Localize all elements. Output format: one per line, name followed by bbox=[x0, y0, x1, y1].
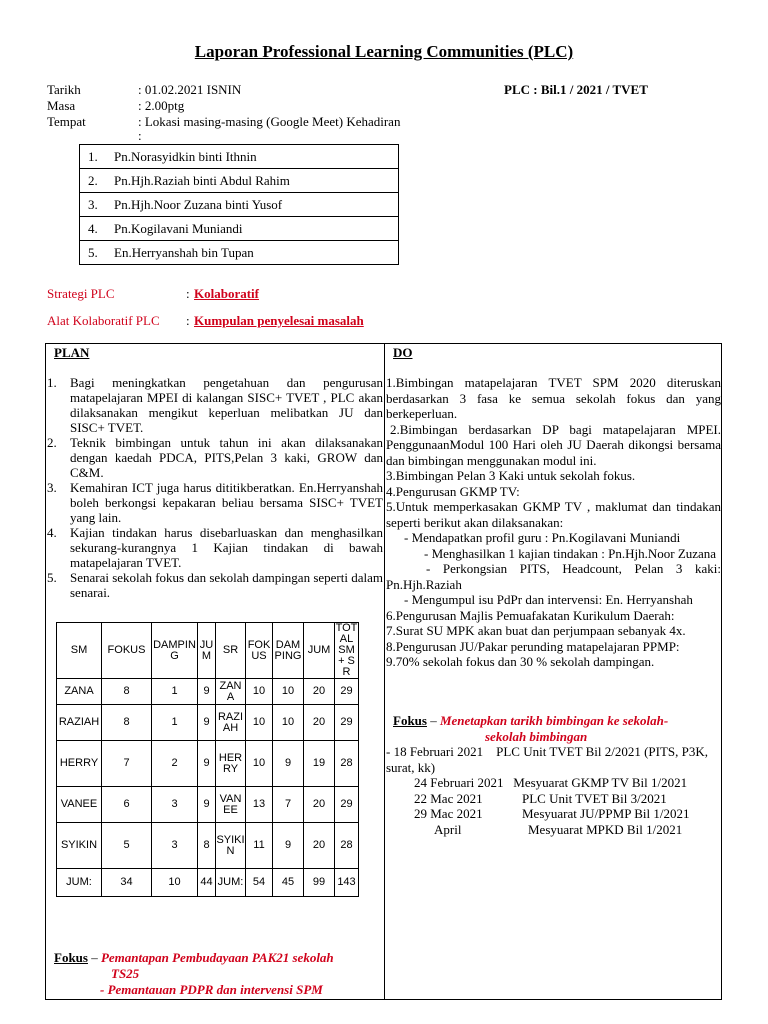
table-cell: 9 bbox=[198, 787, 216, 823]
attendance-name: Pn.Hjh.Noor Zuzana binti Yusof bbox=[114, 196, 283, 212]
meta-label-place: Tempat bbox=[47, 114, 86, 129]
do-fokus-label: Fokus bbox=[393, 713, 427, 728]
plan-item bbox=[47, 525, 383, 570]
table-cell: 10 bbox=[152, 869, 198, 897]
plan-item bbox=[47, 480, 383, 525]
attendance-number: 4. bbox=[88, 220, 98, 236]
table-row bbox=[57, 705, 359, 741]
table-total-row bbox=[57, 869, 359, 897]
table-cell: 29 bbox=[335, 679, 359, 705]
table-header-row bbox=[57, 623, 359, 679]
table-cell: 9 bbox=[273, 741, 304, 787]
do-subitem: - Perkongsian PITS, Headcount, Pelan 3 kaki: Pn.Hjh.Raziah bbox=[386, 561, 721, 592]
schedule-date: April bbox=[434, 821, 462, 837]
plan-item-text: Bagi meningkatkan pengetahuan dan pengurusan matapelajaran MPEI di kalangan SISC+ TVET , PLC akan dilaksanakan mengikut keperluan melibatkan JU dan SISC+ TVET. bbox=[70, 375, 383, 435]
table-header-cell: TOTAL SM + SR bbox=[335, 622, 358, 678]
table-cell: 11 bbox=[246, 823, 273, 869]
schedule-event: Mesyuarat MPKD Bil 1/2021 bbox=[528, 821, 683, 837]
table-cell: 20 bbox=[304, 679, 335, 705]
schedule-event: Mesyuarat JU/PPMP Bil 1/2021 bbox=[522, 806, 690, 821]
plc-code: PLC : Bil.1 / 2021 / TVET bbox=[504, 82, 648, 97]
table-cell: 1 bbox=[152, 679, 198, 705]
table-cell: VANEE bbox=[57, 787, 102, 823]
attendance-name: Pn.Norasyidkin binti Ithnin bbox=[114, 148, 257, 164]
meta-value-date: : 01.02.2021 ISNIN bbox=[138, 82, 242, 97]
attendance-name: En.Herryanshah bin Tupan bbox=[114, 244, 254, 260]
attendance-row bbox=[80, 217, 399, 241]
table-cell: 8 bbox=[102, 705, 152, 741]
table-cell: 28 bbox=[335, 741, 359, 787]
plan-fokus-label: Fokus bbox=[54, 950, 88, 965]
do-paragraph: 3.Bimbingan Pelan 3 Kaki untuk sekolah fokus. bbox=[386, 468, 636, 483]
attendance-number: 2. bbox=[88, 172, 98, 188]
table-cell: 99 bbox=[304, 869, 335, 897]
attendance-name: Pn.Kogilavani Muniandi bbox=[114, 220, 243, 236]
table-cell: 9 bbox=[198, 679, 216, 705]
do-subitem: - Menghasilkan 1 kajian tindakan : Pn.Hjh.Noor Zuzana bbox=[424, 545, 717, 561]
table-cell: ZANA bbox=[57, 679, 102, 705]
table-cell: RAZIAH bbox=[57, 705, 102, 741]
plan-item bbox=[47, 570, 383, 600]
schedule-event: PLC Unit TVET Bil 2/2021 (PITS, P3K, surat, kk) bbox=[386, 744, 709, 775]
schedule-item bbox=[384, 806, 722, 822]
do-paragraph: 1.Bimbingan matapelajaran TVET SPM 2020 diteruskan berdasarkan 3 fasa ke semua sekolah fokus dan yang berkeperluan. bbox=[386, 375, 721, 421]
schedule-item bbox=[384, 744, 722, 775]
strategy-label: Strategi PLC bbox=[47, 286, 115, 301]
table-cell: 20 bbox=[304, 705, 335, 741]
attendance-row bbox=[80, 145, 399, 169]
schedule-date: 24 Februari 2021 bbox=[414, 775, 504, 790]
tool-label: Alat Kolaboratif PLC bbox=[47, 313, 160, 328]
plan-item-text: Teknik bimbingan untuk tahun ini akan dilaksanakan dengan kaedah PDCA, PITS,Pelan 3 kaki, GROW dan C&M. bbox=[70, 435, 383, 480]
do-fokus bbox=[393, 713, 718, 745]
do-heading: DO bbox=[393, 345, 413, 360]
attendance-table bbox=[79, 144, 399, 265]
plan-item-number: 2. bbox=[47, 435, 57, 450]
do-paragraph: 7.Surat SU MPK akan buat dan perjumpaan sebanyak 4x. bbox=[386, 623, 686, 638]
table-cell: 19 bbox=[304, 741, 335, 787]
table-header-cell: DAMPING bbox=[273, 623, 304, 679]
meta-value-attendance-colon: : bbox=[138, 128, 142, 143]
column-divider bbox=[384, 343, 385, 1000]
table-cell: 20 bbox=[304, 787, 335, 823]
do-content bbox=[386, 375, 721, 670]
table-cell: 9 bbox=[198, 705, 216, 741]
table-cell: JUM: bbox=[57, 869, 102, 897]
plan-fokus-dash: – bbox=[87, 950, 101, 965]
table-cell: 2 bbox=[152, 741, 198, 787]
table-cell: RAZIAH bbox=[216, 705, 246, 741]
table-cell: 28 bbox=[335, 823, 359, 869]
table-cell: 7 bbox=[273, 787, 304, 823]
table-cell: ZANA bbox=[216, 679, 246, 705]
table-header-cell: SR bbox=[216, 623, 246, 679]
plan-item-number: 1. bbox=[47, 375, 57, 390]
table-cell: 13 bbox=[246, 787, 273, 823]
attendance-name: Pn.Hjh.Raziah binti Abdul Rahim bbox=[114, 172, 290, 188]
table-cell: 8 bbox=[102, 679, 152, 705]
do-subitem: - Mendapatkan profil guru : Pn.Kogilavani Muniandi bbox=[404, 530, 681, 545]
meta-value-place: : Lokasi masing-masing (Google Meet) Kehadiran bbox=[138, 114, 401, 129]
meta-label-time: Masa bbox=[47, 98, 76, 113]
table-cell: 10 bbox=[246, 741, 273, 787]
table-cell: 6 bbox=[102, 787, 152, 823]
attendance-number: 3. bbox=[88, 196, 98, 212]
plan-item-text: Senarai sekolah fokus dan sekolah dampingan seperti dalam senarai. bbox=[70, 570, 383, 600]
strategy-colon: : bbox=[186, 286, 190, 301]
plan-fokus-text-2: TS25 bbox=[111, 966, 140, 981]
table-cell: 3 bbox=[152, 823, 198, 869]
table-cell: HERRY bbox=[216, 741, 246, 787]
attendance-row bbox=[80, 169, 399, 193]
table-cell: 20 bbox=[304, 823, 335, 869]
meta-label-date: Tarikh bbox=[47, 82, 81, 97]
schedule-date: 29 Mac 2021 bbox=[414, 806, 483, 821]
table-cell: SYIKIN bbox=[216, 823, 246, 869]
table-cell: VANEE bbox=[216, 787, 246, 823]
do-fokus-text-2: sekolah bimbingan bbox=[485, 729, 588, 744]
schedule-item bbox=[384, 822, 722, 838]
plan-fokus-text-3: - Pemantauan PDPR dan intervensi SPM bbox=[100, 982, 323, 997]
attendance-row bbox=[80, 193, 399, 217]
attendance-number: 5. bbox=[88, 244, 98, 260]
table-cell: 54 bbox=[246, 869, 273, 897]
table-header-cell: SM bbox=[57, 623, 102, 679]
table-cell: 8 bbox=[198, 823, 216, 869]
tool-value: Kumpulan penyelesai masalah bbox=[194, 313, 364, 328]
schedule-date: - 18 Februari 2021 bbox=[386, 744, 484, 759]
plan-item bbox=[47, 375, 383, 435]
plan-fokus-line1 bbox=[54, 950, 379, 966]
schedule-event: Mesyuarat GKMP TV Bil 1/2021 bbox=[513, 775, 688, 790]
do-paragraph: 5.Untuk memperkasakan GKMP TV , maklumat dan tindakan seperti berikut akan dilaksanakan: bbox=[386, 499, 721, 530]
table-cell: 29 bbox=[335, 787, 359, 823]
school-distribution-table bbox=[56, 622, 359, 897]
table-row bbox=[57, 823, 359, 869]
table-cell: 44 bbox=[198, 869, 216, 897]
do-paragraph: 8.Pengurusan JU/Pakar perunding matapelajaran PPMP: bbox=[386, 638, 680, 654]
do-paragraph: 6.Pengurusan Majlis Pemuafakatan Kurikulum Daerah: bbox=[386, 607, 675, 623]
table-cell: HERRY bbox=[57, 741, 102, 787]
strategy-value: Kolaboratif bbox=[194, 286, 259, 301]
plan-item-text: Kajian tindakan harus disebarluaskan dan menghasilkan sekurang-kurangnya 1 Kajian tindakan di bawah matapelajaran TVET. bbox=[70, 525, 383, 570]
plan-heading: PLAN bbox=[54, 345, 90, 360]
table-cell: 34 bbox=[102, 869, 152, 897]
table-header-cell: FOKUS bbox=[246, 623, 273, 679]
table-cell: 10 bbox=[273, 705, 304, 741]
do-paragraph: 2.Bimbingan berdasarkan DP bagi matapelajaran MPEI. PenggunaanModul 100 Hari oleh JU Daerah dikongsi bersama dan bimbingan menggunakan modul ini. bbox=[386, 421, 721, 468]
do-paragraph: 4.Pengurusan GKMP TV: bbox=[386, 483, 520, 499]
table-header-cell: FOKUS bbox=[102, 623, 152, 679]
table-header-cell: JUM bbox=[304, 623, 335, 679]
plan-fokus-text: Pemantapan Pembudayaan PAK21 sekolah bbox=[100, 950, 334, 965]
plan-fokus bbox=[54, 950, 379, 998]
table-cell: 29 bbox=[335, 705, 359, 741]
do-fokus-line1 bbox=[393, 713, 718, 729]
table-row bbox=[57, 787, 359, 823]
table-cell: 3 bbox=[152, 787, 198, 823]
table-cell: 9 bbox=[198, 741, 216, 787]
table-cell: 10 bbox=[246, 679, 273, 705]
attendance-row bbox=[80, 241, 399, 265]
schedule-list bbox=[384, 744, 722, 837]
plan-item bbox=[47, 435, 383, 480]
plan-list bbox=[47, 375, 383, 600]
table-row bbox=[57, 741, 359, 787]
table-cell: 10 bbox=[273, 679, 304, 705]
table-header-cell: DAMPING bbox=[152, 623, 198, 679]
table-cell: 9 bbox=[273, 823, 304, 869]
schedule-date: 22 Mac 2021 bbox=[414, 790, 483, 806]
plan-item-number: 3. bbox=[47, 480, 57, 495]
do-subitem: - Mengumpul isu PdPr dan intervensi: En. Herryanshah bbox=[404, 592, 693, 607]
table-cell: 7 bbox=[102, 741, 152, 787]
plan-item-number: 5. bbox=[47, 570, 57, 585]
table-header-cell: JUM bbox=[198, 623, 216, 679]
meta-value-time: : 2.00ptg bbox=[138, 98, 185, 113]
schedule-item bbox=[384, 775, 722, 791]
attendance-number: 1. bbox=[88, 148, 98, 164]
table-cell: JUM: bbox=[216, 869, 246, 897]
report-title: Laporan Professional Learning Communities (PLC) bbox=[194, 42, 574, 61]
do-paragraph: 9.70% sekolah fokus dan 30 % sekolah dampingan. bbox=[386, 654, 655, 669]
plan-item-text: Kemahiran ICT juga harus dititikberatkan. En.Herryanshah boleh berkongsi kepakaran beliau bersama SISC+ TVET yang lain. bbox=[70, 480, 383, 525]
table-cell: SYIKIN bbox=[57, 823, 102, 869]
table-cell: 5 bbox=[102, 823, 152, 869]
table-cell: 45 bbox=[273, 869, 304, 897]
table-row bbox=[57, 679, 359, 705]
do-fokus-dash: – bbox=[426, 713, 440, 728]
plan-item-number: 4. bbox=[47, 525, 57, 540]
do-fokus-text: Menetapkan tarikh bimbingan ke sekolah- bbox=[439, 713, 669, 728]
table-cell: 10 bbox=[246, 705, 273, 741]
table-cell: 1 bbox=[152, 705, 198, 741]
schedule-event: PLC Unit TVET Bil 3/2021 bbox=[522, 790, 667, 806]
schedule-item bbox=[384, 791, 722, 807]
tool-colon: : bbox=[186, 313, 190, 328]
table-cell: 143 bbox=[335, 869, 359, 897]
